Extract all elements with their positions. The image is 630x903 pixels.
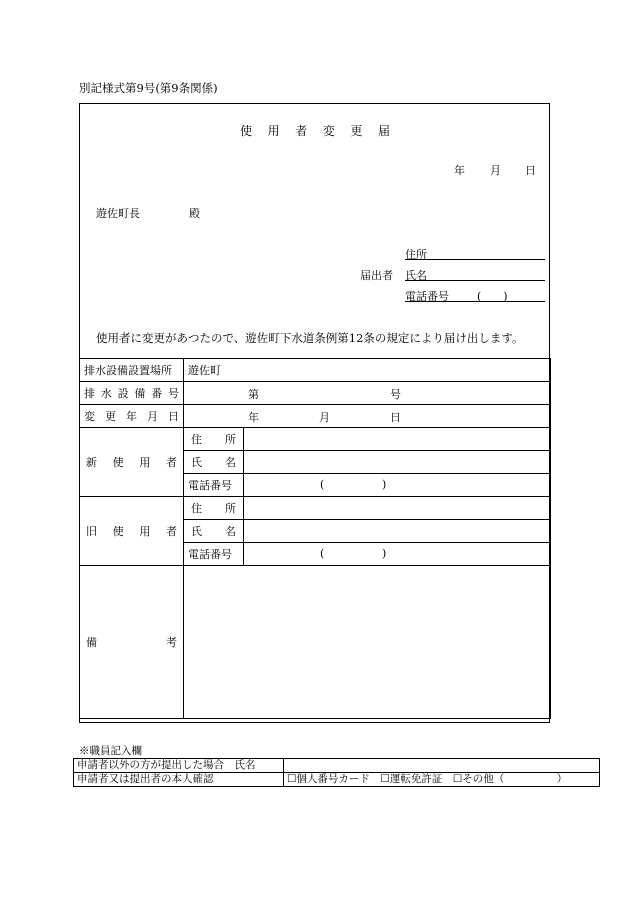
label-char: 年: [126, 410, 137, 423]
label-char: 使: [112, 525, 124, 538]
label-char: 者: [165, 456, 177, 469]
staff-identity-options[interactable]: ☐個人番号カード ☐運転免許証 ☐その他（ ）: [284, 773, 600, 787]
label-char: 旧: [86, 525, 97, 538]
applicant-phone-line[interactable]: [405, 288, 545, 302]
label-char: 考: [166, 636, 177, 649]
title-char: 者: [295, 124, 308, 138]
applicant-address-line[interactable]: [405, 246, 545, 260]
statement-text: 使用者に変更があつたので、遊佐町下水道条例第12条の規定により届け出します。: [96, 331, 524, 345]
remarks-row: [80, 566, 551, 719]
new-user-address-row: [80, 428, 551, 451]
number-prefix: 第: [248, 388, 259, 401]
change-date-row: [80, 405, 551, 428]
new-user-name-field[interactable]: [244, 451, 551, 474]
label-char: 備: [86, 636, 97, 649]
paren-close: ): [382, 478, 387, 491]
label-char: 所: [225, 502, 236, 515]
old-user-address-field[interactable]: [244, 497, 551, 520]
change-table: [79, 358, 551, 719]
addressee-honorific: 殿: [189, 207, 200, 220]
number-suffix: 号: [390, 388, 401, 401]
staff-table: [73, 758, 600, 787]
equipment-number-row: [80, 382, 551, 405]
location-label: 排水設備設置場所: [80, 359, 184, 382]
change-day: 日: [390, 411, 401, 424]
change-date-value[interactable]: [184, 405, 551, 428]
label-char: 所: [225, 433, 236, 446]
old-user-phone-label: 電話番号: [184, 543, 244, 566]
old-user-phone-field[interactable]: [244, 543, 551, 566]
paren-open: (: [320, 478, 325, 491]
equipment-number-value[interactable]: [184, 382, 551, 405]
label-char: 用: [139, 456, 151, 469]
label-char: 水: [100, 387, 112, 400]
location-row: [80, 359, 551, 382]
label-char: 設: [117, 387, 129, 400]
old-user-name-label: [184, 520, 244, 543]
label-char: 排: [84, 387, 95, 400]
title-char: 使: [240, 124, 253, 138]
old-user-address-row: [80, 497, 551, 520]
staff-section-title: ※職員記入欄: [79, 745, 142, 757]
form-number-label: 別記様式第9号(第9条関係): [79, 81, 218, 95]
applicant-name-line[interactable]: [405, 267, 545, 281]
staff-row-submitter: [74, 759, 600, 773]
new-user-address-label: [184, 428, 244, 451]
label-char: 名: [225, 525, 236, 538]
new-user-phone-label: 電話番号: [184, 474, 244, 497]
label-char: 新: [86, 456, 97, 469]
title-char: 変: [322, 124, 335, 138]
label-char: 変: [84, 410, 95, 423]
label-char: 氏: [191, 456, 202, 469]
new-user-phone-field[interactable]: [244, 474, 551, 497]
title-char: 更: [350, 124, 363, 138]
label-char: 更: [105, 410, 116, 423]
staff-identity-label: 申請者又は提出者の本人確認: [74, 773, 284, 787]
old-user-label: [80, 497, 184, 566]
old-user-name-field[interactable]: [244, 520, 551, 543]
change-date-label: [80, 405, 184, 428]
staff-row-identity: [74, 773, 600, 787]
applicant-phone-paren: ( ): [477, 290, 508, 303]
label-char: 備: [134, 387, 146, 400]
label-char: 者: [165, 525, 177, 538]
addressee-town-head: 遊佐町長: [96, 207, 140, 220]
title-char: 用: [267, 124, 280, 138]
label-char: 日: [168, 410, 179, 423]
applicant-name-label: 氏名: [405, 269, 427, 282]
change-year: 年: [248, 411, 259, 424]
label-char: 住: [191, 502, 202, 515]
date-year: 年: [454, 164, 465, 177]
new-user-name-label: [184, 451, 244, 474]
form-title: [240, 122, 390, 139]
applicant-address-label: 住所: [405, 248, 427, 261]
equipment-number-label: [80, 382, 184, 405]
location-value[interactable]: 遊佐町: [184, 359, 551, 382]
remarks-label: [80, 566, 184, 719]
date-month: 月: [490, 164, 501, 177]
applicant-phone-label: 電話番号: [405, 290, 449, 303]
title-char: 届: [377, 124, 390, 138]
label-char: 使: [112, 456, 124, 469]
label-char: 番: [151, 387, 163, 400]
staff-submitter-field[interactable]: [284, 759, 600, 773]
label-char: 氏: [191, 525, 202, 538]
applicant-label: 届出者: [360, 269, 393, 282]
old-user-address-label: [184, 497, 244, 520]
staff-submitter-label: 申請者以外の方が提出した場合 氏名: [74, 759, 284, 773]
label-char: 住: [191, 433, 202, 446]
label-char: 月: [147, 410, 158, 423]
paren-open: (: [320, 547, 325, 560]
paren-close: ): [382, 547, 387, 560]
change-month: 月: [319, 411, 330, 424]
date-day: 日: [525, 164, 536, 177]
label-char: 号: [167, 387, 179, 400]
new-user-address-field[interactable]: [244, 428, 551, 451]
label-char: 用: [139, 525, 151, 538]
new-user-label: [80, 428, 184, 497]
remarks-field[interactable]: [184, 566, 551, 719]
label-char: 名: [225, 456, 236, 469]
